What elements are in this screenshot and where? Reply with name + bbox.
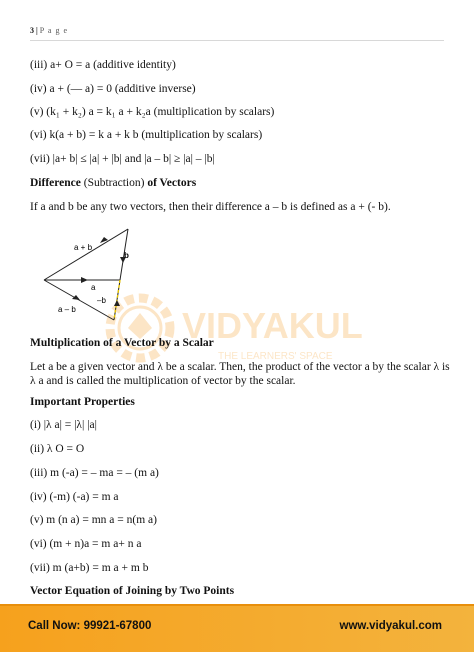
vector-difference-diagram: [36, 224, 136, 324]
property-iii: (iii) a+ O = a (additive identity): [30, 59, 176, 71]
arrow-a-minus-b: [72, 295, 80, 300]
vector-equation-heading: Vector Equation of Joining by Two Points: [30, 585, 235, 597]
label-b: b: [124, 251, 129, 260]
footer-bar: [0, 604, 474, 652]
difference-text: If a and b be any two vectors, then their difference a – b is defined as a + (- b).: [30, 201, 391, 213]
arrow-minus-b: [114, 300, 120, 306]
property-iv: (iv) a + (— a) = 0 (additive inverse): [30, 83, 196, 95]
arrow-a: [81, 277, 88, 283]
page-label: P a g e: [39, 26, 69, 35]
property-vii: (vii) |a+ b| ≤ |a| + |b| and |a – b| ≥ |a| – |b|: [30, 153, 215, 165]
important-item-vi: (vi) (m + n)a = m a+ n a: [30, 538, 142, 550]
call-now-text: Call Now: 99921-67800: [28, 620, 152, 632]
label-a: a: [91, 283, 96, 292]
difference-heading-bold-1: Difference: [30, 177, 81, 189]
important-item-v: (v) m (n a) = mn a = n(m a): [30, 514, 157, 526]
difference-heading-normal: (Subtraction): [80, 177, 148, 189]
label-a-minus-b: a – b: [58, 305, 76, 314]
label-minus-b: –b: [97, 296, 106, 305]
important-item-i: (i) |λ a| = |λ| |a|: [30, 419, 97, 431]
page-header: [30, 26, 68, 35]
header-separator: |: [34, 26, 40, 35]
property-v: (v) (k₁ + k₂) a = k₁ a + k₂a (multiplication by scalars): [30, 106, 275, 118]
watermark-brand: VIDYAKUL: [182, 305, 363, 346]
header-divider: [30, 40, 444, 41]
website-link[interactable]: www.vidyakul.com: [339, 620, 442, 632]
important-item-ii: (ii) λ O = O: [30, 443, 85, 455]
vector-a-plus-b-line: [44, 229, 128, 280]
page-number: 3: [30, 26, 34, 35]
important-item-vii: (vii) m (a+b) = m a + m b: [30, 562, 149, 574]
important-item-iii: (iii) m (-a) = – ma = – (m a): [30, 467, 159, 479]
important-heading: Important Properties: [30, 396, 135, 408]
label-a-plus-b: a + b: [74, 243, 93, 252]
scalar-heading: Multiplication of a Vector by a Scalar: [30, 337, 214, 349]
property-vi: (vi) k(a + b) = k a + k b (multiplication by scalars): [30, 129, 263, 141]
important-item-iv: (iv) (-m) (-a) = m a: [30, 491, 119, 503]
difference-heading-bold-2: of Vectors: [147, 177, 197, 189]
difference-heading: [30, 176, 196, 190]
scalar-text: Let a be a given vector and λ be a scalar. Then, the product of the vector a by the scalar λ is λ a and is called the multiplication of vector by the scalar.: [30, 361, 450, 387]
watermark-tagline: THE LEARNERS' SPACE: [218, 351, 333, 362]
